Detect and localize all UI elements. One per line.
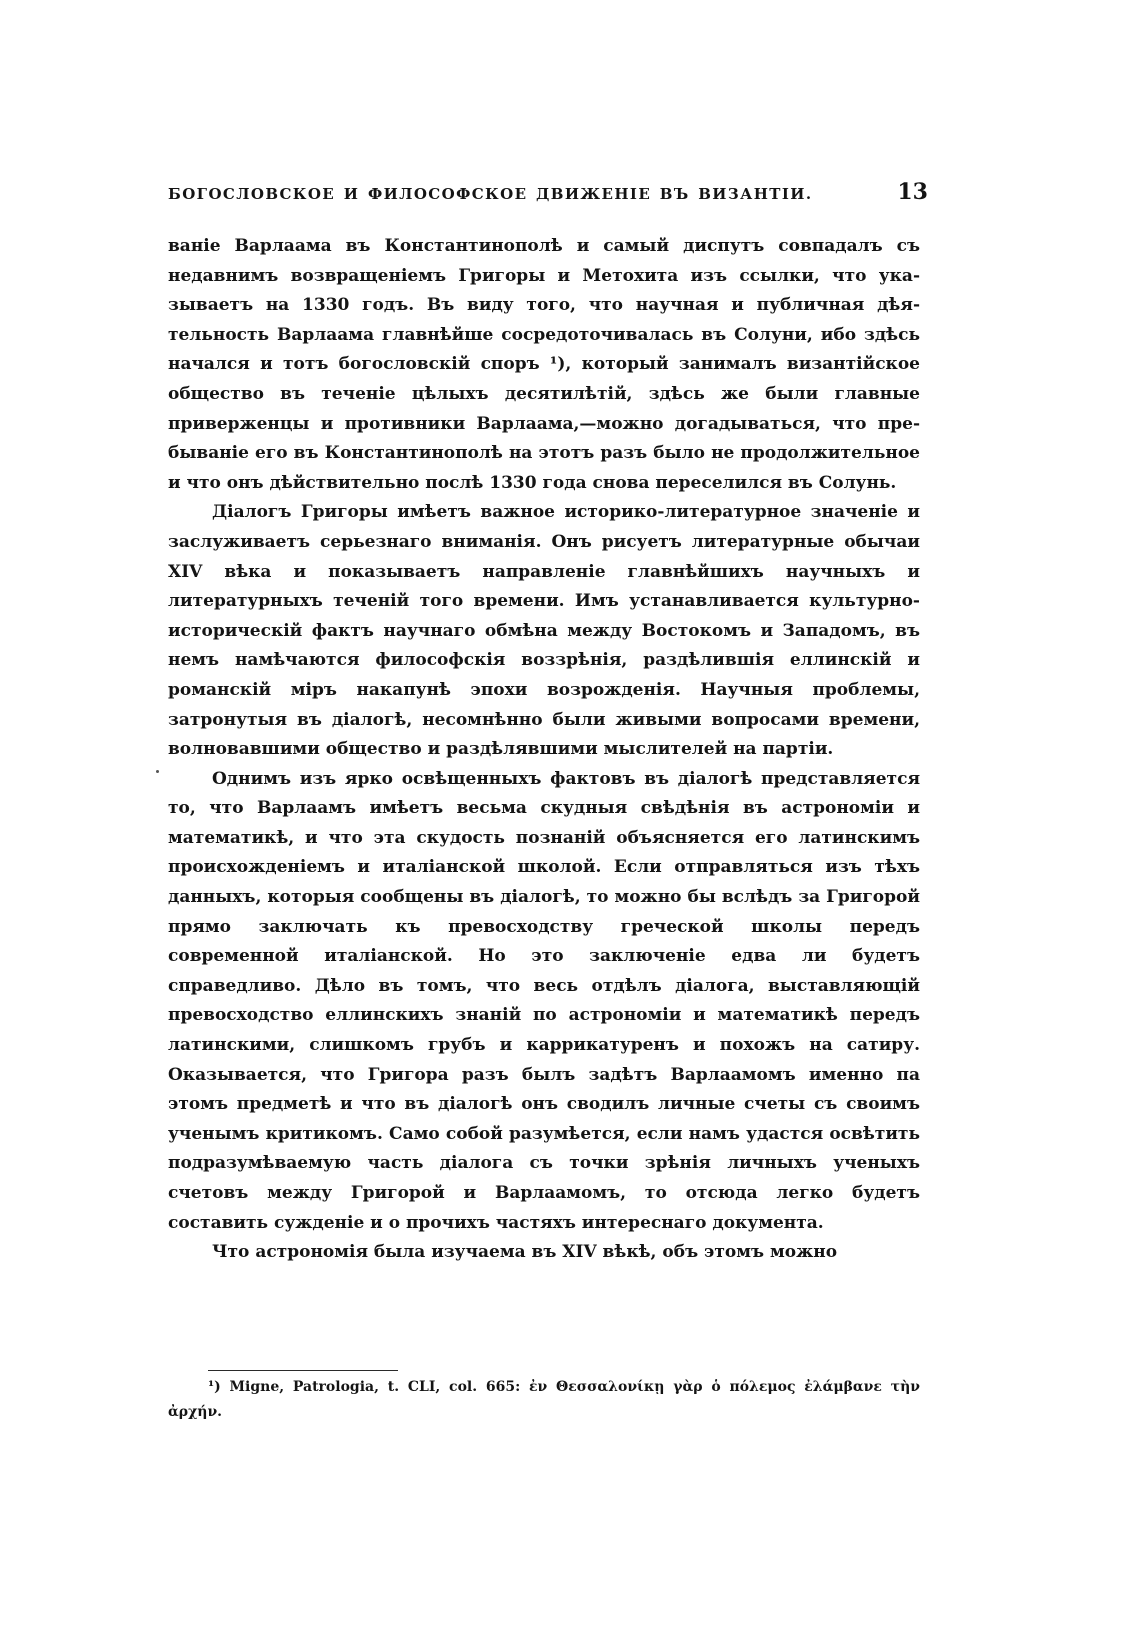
paragraph-2: Діалогъ Григоры имѣетъ важное историко-литературное значеніе и заслуживаетъ серьезнаго вниманія. Онъ рисуетъ литературные обычаи XIV вѣка и показываетъ направленіе главнѣйшихъ научныхъ и литературныхъ теченій того времени. Имъ устанавливается культурно-историческій фактъ научнаго обмѣна между Востокомъ и Западомъ, въ немъ намѣчаются философскія воззрѣнія, раздѣлившія еллинскій и романскій міръ накапунѣ эпохи возрожденія. Научныя проблемы, затронутыя въ діалогѣ, несомнѣнно были живыми вопросами времени, волновавшими общество и раздѣлявшими мыслителей на партіи. [168, 502, 920, 760]
paragraph-4: Что астрономія была изучаема въ XIV вѣкѣ, объ этомъ можно [212, 1242, 838, 1263]
footnote: ¹) Migne, Patrologia, t. CLI, col. 665: ἐν Θεσσαλονίκῃ γὰρ ὁ πόλεμος ἐλάμβανε τὴν ἀρχήν. [168, 1379, 920, 1420]
main-text [168, 232, 920, 1268]
paragraph-1: ваніе Варлаама въ Константинополѣ и самый диспутъ совпадалъ съ недавнимъ возвращеніемъ Григоры и Метохита изъ ссылки, что указываетъ на 1330 годъ. Въ виду того, что научная и публичная дѣятельность Варлаама главнѣйше сосредоточивалась въ Солуни, ибо здѣсь начался и тотъ богословскій споръ ¹), который занималъ византійское общество въ теченіе цѣлыхъ десятилѣтій, здѣсь же были главные приверженцы и противники Варлаама,—можно догадываться, что пребываніе его въ Константинополѣ на этотъ разъ было не продолжительное и что онъ дѣйствительно послѣ 1330 года снова переселился въ Солунь. [168, 236, 920, 493]
paragraph-3: Однимъ изъ ярко освѣщенныхъ фактовъ въ діалогѣ представляется то, что Варлаамъ имѣетъ весьма скудныя свѣдѣнія въ астрономіи и математикѣ, и что эта скудость познаній объясняется его латинскимъ происхожденіемъ и италіанской школой. Если отправляться изъ тѣхъ данныхъ, которыя сообщены въ діалогѣ, то можно бы вслѣдъ за Григорой прямо заключать къ превосходству греческой школы передъ современной италіанской. Но это заключеніе едва ли будетъ справедливо. Дѣло въ томъ, что весь отдѣлъ діалога, выставляющій превосходство еллинскихъ знаній по астрономіи и математикѣ передъ латинскими, слишкомъ грубъ и каррикатуренъ и похожъ на сатиру. Оказывается, что Григора разъ былъ задѣтъ Варлаамомъ именно па этомъ предметѣ и что въ діалогѣ онъ сводилъ личные счеты съ своимъ ученымъ критикомъ. Само собой разумѣется, если намъ удастся освѣтить подразумѣваемую часть діалога съ точки зрѣнія личныхъ ученыхъ счетовъ между Григорой и Варлаамомъ, то отсюда легко будетъ составить сужденіе и о прочихъ частяхъ интереснаго документа. [168, 768, 920, 1233]
running-title: БОГОСЛОВСКОЕ И ФИЛОСОФСКОЕ ДВИЖЕНІЕ ВЪ ВИЗАНТІИ. [168, 185, 813, 203]
footnote-rule [208, 1370, 398, 1371]
page-number: 13 [897, 179, 928, 205]
running-header [168, 179, 928, 213]
print-speck [156, 770, 159, 773]
